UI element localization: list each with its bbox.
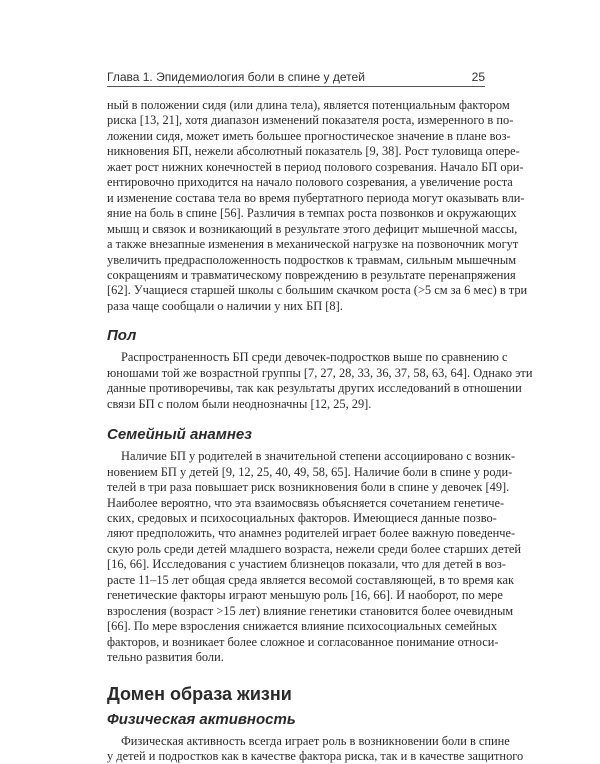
text-line: [16, 66]. Исследования с участием близнецов показали, что для детей в воз- [107, 557, 485, 572]
text-line: мышц и связок и возникающий в результате этого дефицит мышечной массы, [107, 222, 485, 237]
text-line: ложении сидя, может иметь большее прогностическое значение в плане воз- [107, 129, 485, 144]
text-line: расте 11–15 лет общая среда является весомой составляющей, в то время как [107, 573, 485, 588]
text-line: ентировочно приходится на начало полового созревания, а увеличение роста [107, 175, 485, 190]
paragraph-physical-activity [107, 734, 485, 764]
text-line: скую роль среди детей младшего возраста, нежели среди более старших детей [107, 542, 485, 557]
section-heading-physical-activity: Физическая активность [107, 711, 485, 728]
section-heading-sex: Пол [107, 327, 485, 344]
text-line: никновения БП, нежели абсолютный показатель [9, 38]. Рост туловища опере- [107, 144, 485, 159]
text-line: ляют предположить, что анамнез родителей играет более важную поведенче- [107, 526, 485, 541]
paragraph-growth [107, 98, 485, 314]
text-line: связи БП с полом были неоднозначны [12, 25, 29]. [107, 397, 485, 412]
text-line: жает рост нижних конечностей в период полового созревания. Начало БП ори- [107, 160, 485, 175]
text-line: Физическая активность всегда играет роль в возникновении боли в спине [107, 734, 485, 749]
text-line: Распространенность БП среди девочек-подростков выше по сравнению с [107, 350, 485, 365]
text-line: яние на боль в спине [56]. Различия в темпах роста позвонков и окружающих [107, 206, 485, 221]
text-line: [62]. Учащиеся старшей школы с большим скачком роста (>5 см за 6 мес) в три [107, 283, 485, 298]
text-line: раза чаще сообщали о наличии у них БП [8]. [107, 299, 485, 314]
text-line: телей в три раза повышает риск возникновения боли в спине у девочек [49]. [107, 480, 485, 495]
text-line: данные противоречивы, так как результаты других исследований в отношении [107, 381, 485, 396]
text-line: взросления (возраст >15 лет) влияние генетики становится более очевидным [107, 604, 485, 619]
paragraph-sex [107, 350, 485, 412]
text-line: Наиболее вероятно, что эта взаимосвязь объясняется сочетанием генетиче- [107, 496, 485, 511]
header-divider [107, 86, 485, 87]
section-heading-family-history: Семейный анамнез [107, 426, 485, 443]
text-line: Наличие БП у родителей в значительной степени ассоциировано с возник- [107, 449, 485, 464]
text-line: увеличить предрасположенность подростков к травмам, сильным мышечным [107, 253, 485, 268]
page-number: 25 [472, 70, 485, 84]
page-body [107, 98, 485, 764]
text-line: и изменение состава тела во время пубертатного периода могут оказывать вли- [107, 191, 485, 206]
running-header [107, 70, 485, 84]
text-line: риска [13, 21], хотя диапазон изменений показателя роста, измеренного в по- [107, 113, 485, 128]
text-line: ских, средовых и психосоциальных факторов. Имеющиеся данные позво- [107, 511, 485, 526]
text-line: новением БП у детей [9, 12, 25, 40, 49, 58, 65]. Наличие боли в спине у роди- [107, 465, 485, 480]
text-line: а также внезапные изменения в механической нагрузке на позвоночник могут [107, 237, 485, 252]
text-line: у детей и подростков как в качестве фактора риска, так и в качестве защитного [107, 749, 485, 764]
text-line: сокращениям и травматическому повреждению в результате перенапряжения [107, 268, 485, 283]
paragraph-family-history [107, 449, 485, 665]
text-line: [66]. По мере взросления снижается влияние психосоциальных семейных [107, 619, 485, 634]
chapter-title: Глава 1. Эпидемиология боли в спине у детей [107, 70, 365, 84]
text-line: ный в положении сидя (или длина тела), является потенциальным фактором [107, 98, 485, 113]
text-line: юношами той же возрастной группы [7, 27, 28, 33, 36, 37, 58, 63, 64]. Однако эти [107, 366, 485, 381]
section-heading-lifestyle-domain: Домен образа жизни [107, 684, 485, 705]
text-line: генетические факторы играют меньшую роль [16, 66]. И наоборот, по мере [107, 588, 485, 603]
text-line: тельно развития боли. [107, 650, 485, 665]
text-line: факторов, и возникает более сложное и согласованное понимание относи- [107, 635, 485, 650]
